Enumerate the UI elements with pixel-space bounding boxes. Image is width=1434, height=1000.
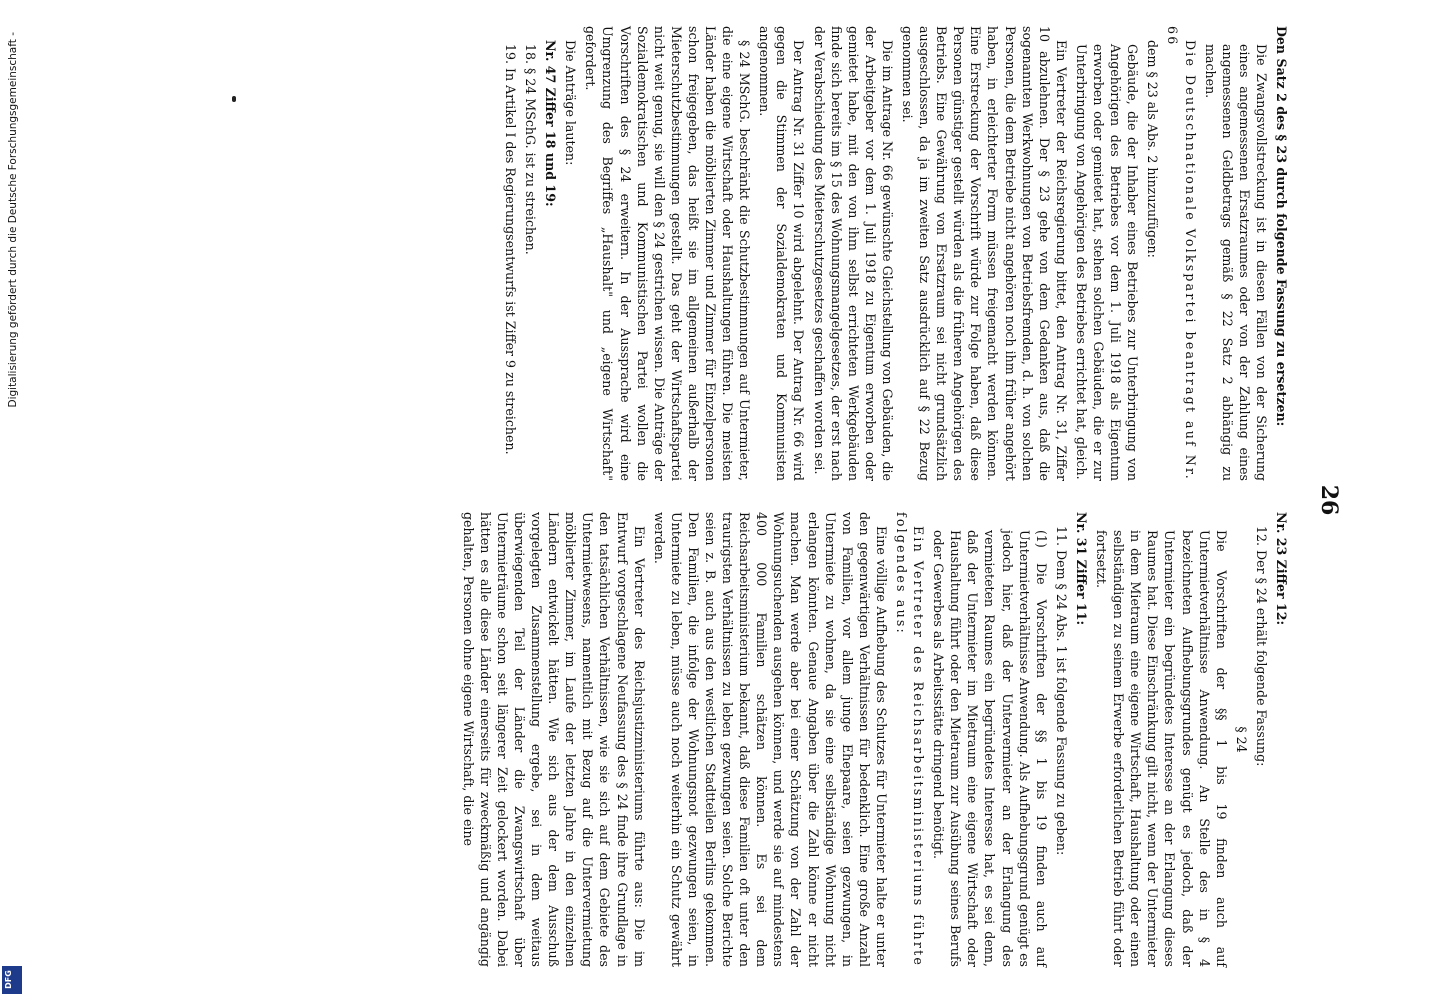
paragraph: Der Antrag Nr. 31 Ziffer 10 wird abgelehnt. Der Antrag Nr. 66 wird gegen die Stimmen der Sozialdemokraten und Kommunisten angenommen. xyxy=(757,26,807,481)
paragraph: 18. § 24 MSchG. ist zu streichen. xyxy=(523,44,539,255)
paragraph: Ein Vertreter des Reichsarbeitsministeriums führte folgendes aus: xyxy=(894,512,927,967)
paragraph: Nr. 47 Ziffer 18 und 19: xyxy=(543,40,559,207)
right-column xyxy=(457,512,1290,967)
paragraph: dem § 23 als Abs. 2 hinzuzufügen: xyxy=(1145,40,1161,258)
paragraph: Nr. 23 Ziffer 12: xyxy=(1274,512,1289,626)
paragraph: Ein Vertreter der Reichsregierung bittet, den Antrag Nr. 31, Ziffer 10 abzulehnen. Der § 23 gehe von dem Gedanken aus, daß die sogenannten Werkwohnungen von Betriebsfremden, d. h. von solchen Personen, die dem Betriebe nicht angehören noch ihm früher angehört haben, in erleichterter Form müssen freigemacht werden können. Eine Erstreckung der Vorschrift würde zur Folge haben, daß diese Personen günstiger gestellt würden als die früheren Angehörigen des Betriebs. Eine Gewährung von Ersatzraum sei nicht grundsätzlich ausgeschlossen, da ja im zweiten Satz ausdrücklich auf § 22 Bezug genommen sei. xyxy=(900,26,1069,481)
dfg-logo-text: DFG xyxy=(3,970,13,989)
paragraph: Die Anträge lauten: xyxy=(563,40,579,166)
left-column xyxy=(499,26,1290,481)
paragraph: § 24 MSchG. beschränkt die Schutzbestimmungen auf Untermieter, die eine eigene Wirtschaft oder Haushaltungen führen. Die meisten Länder haben die möblierten Zimmer und Zimmer für Einzelpersonen schon freigegeben, das heißt sie im allgemeinen außerhalb der Mieterschutzbestimmungen gestellt. Das geht der Wirtschaftspartei nicht weit genug, sie will den § 24 gestrichen wissen. Die Anträge der Sozialdemokratischen und Kommunistischen Partei wollen die Vorschriften des § 24 erweitern. In der Aussprache wird eine Umgrenzung des Begriffes „Haushalt" und „eigene Wirtschaft" gefordert. xyxy=(583,26,753,481)
footer-label xyxy=(2,2,24,998)
page-number: 26 xyxy=(1316,484,1342,516)
paragraph: (1) Die Vorschriften der §§ 1 bis 19 finden auch auf Untermietverhältnisse Anwendung. Als Aufhebungsgrund genügt es jedoch hier, daß der Untervermieter an der Erlangung des vermieteten Raumes ein begründetes Interesse hat, es sei denn, daß der Untermieter im Mietraum eine eigene Wirtschaft oder Haushaltung führt oder den Mietraum zur Ausübung seines Berufs oder Gewerbes als Arbeitsstätte dringend benötigt. xyxy=(931,530,1049,967)
paragraph: 19. In Artikel I des Regierungsentwurfs ist Ziffer 9 zu streichen. xyxy=(502,44,518,455)
scanned-page xyxy=(120,20,1360,980)
paragraph: Nr. 31 Ziffer 11: xyxy=(1073,512,1089,626)
paragraph: Die Vorschriften der §§ 1 bis 19 finden auch auf Untermietverhältnisse Anwendung. An Stelle des in § 4 bezeichneten Aufhebungsgrundes genügt es jedoch, daß der Untermieter ein begründetes Interesse an der Erlangung dieses Raumes hat. Diese Einschränkung gilt nicht, wenn der Untermieter in dem Mietraum eine eigene Wirtschaft, Haushaltung oder einen selbständigen zu seinem Erwerbe erforderlichen Betrieb führt oder fortsetzt. xyxy=(1094,530,1229,967)
page-content xyxy=(120,20,1360,980)
paragraph: Den Satz 2 des § 23 durch folgende Fassung zu ersetzen: xyxy=(1274,26,1289,427)
section-heading: § 24 xyxy=(1233,726,1249,753)
paragraph: Die Zwangsvollstreckung ist in diesen Fällen von der Sicherung eines angemessenen Ersatzraumes oder von der Zahlung eines angemessenen Geldbetrags gemäß § 22 Satz 2 abhängig zu machen. xyxy=(1202,44,1269,481)
dfg-logo xyxy=(2,966,22,994)
scan-mark xyxy=(232,96,236,102)
paragraph: 11. Dem § 24 Abs. 1 ist folgende Fassung zu geben: xyxy=(1053,526,1069,856)
paragraph: Gebäude, die der Inhaber eines Betriebes zur Unterbringung von Angehörigen des Betriebes vor dem 1. Juli 1918 als Eigentum erworben oder gemietet hat, stehen solchen Gebäuden, die er zur Unterbringung von Angehörigen des Betriebes errichtet hat, gleich. xyxy=(1073,44,1141,481)
footer-text: Digitalisierung gefördert durch die Deutsche Forschungsgemeinschaft - xyxy=(7,32,19,408)
paragraph: Die Deutschnationale Volkspartei beantragt auf Nr. 66 xyxy=(1165,26,1198,481)
paragraph: 12. Der § 24 erhält folgende Fassung: xyxy=(1253,526,1269,767)
paragraph: Ein Vertreter des Reichsjustizministeriums führte aus: Die im Entwurf vorgeschlagene Neufassung des § 24 finde ihre Grundlage in den tatsächlichen Verhältnissen, wie sie sich auf dem Gebiete des Untermietwesens, namentlich mit Bezug auf die Untervermietung möblierter Zimmer, im Laufe der letzten Jahre in den einzelnen Ländern entwickelt hätten. Wie sich aus der dem Ausschuß vorgelegten Zusammenstellung ergebe, sei in dem weitaus überwiegenden Teil der Länder die Zwangswirtschaft über Untermieträume schon seit längerer Zeit gelockert worden. Dabei hätten es alle diese Länder einerseits für zweckmäßig und angängig gehalten, Personen ohne eigene Wirtschaft, die eine xyxy=(460,512,647,967)
paragraph: Die im Antrage Nr. 66 gewünschte Gleichstellung von Gebäuden, die der Arbeitgeber vor dem 1. Juli 1918 zu Eigentum erworben oder gemietet habe, mit den von ihm selbst errichteten Werkgebäuden finde sich bereits im § 15 des Wohnungsmangelgesetzes, der erst nach der Verabschiedung des Mieterschutzgesetzes geschaffen worden sei. xyxy=(811,26,895,481)
paragraph: Eine völlige Aufhebung des Schutzes für Untermieter halte er unter den gegenwärtigen Verhältnissen für bedenklich. Eine große Anzahl von Familien, vor allem junge Ehepaare, seien gezwungen, in Untermiete zu wohnen, da sie eine selbständige Wohnung nicht erlangen könnten. Genaue Angaben über die Zahl könne er nicht machen. Man werde aber bei einer Schätzung von der Zahl der Wohnungsuchenden ausgehen können, und werde sie auf mindestens 400 000 Familien schätzen können. Es sei dem Reichsarbeitsministerium bekannt, daß diese Familien oft unter den traurigsten Verhältnissen zu leben gezwungen seien. Solche Berichte seien z. B. auch aus den westlichen Stadtteilen Berlins gekommen. Den Familien, die infolge der Wohnungsnot gezwungen seien, in Untermiete zu leben, müsse auch noch weiterhin ein Schutz gewährt werden. xyxy=(651,512,889,967)
